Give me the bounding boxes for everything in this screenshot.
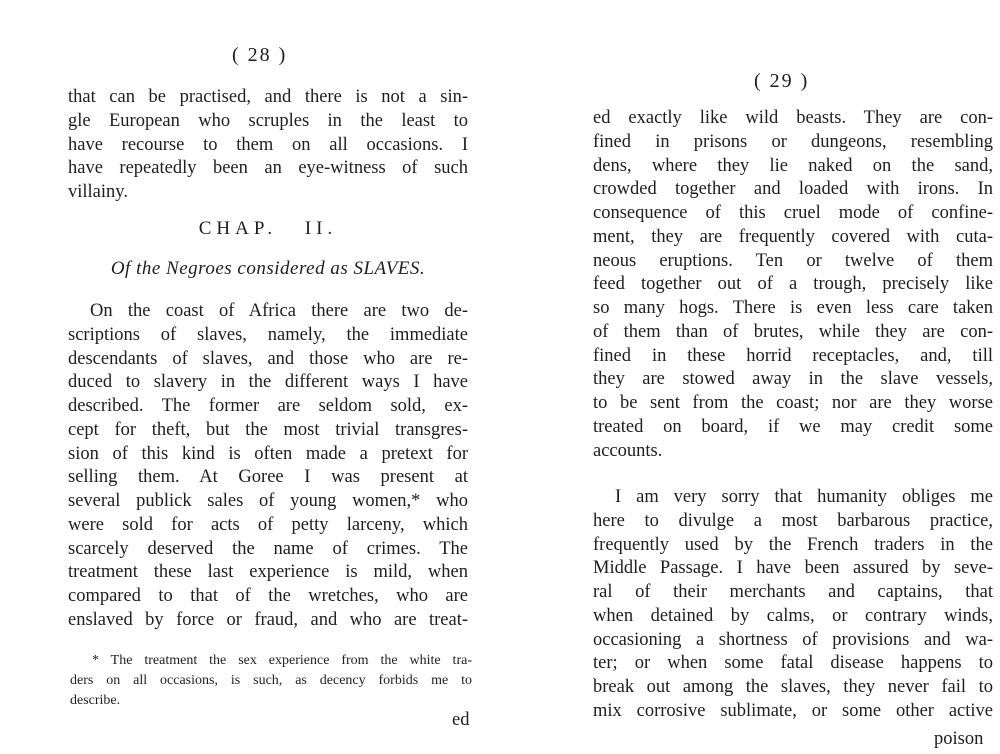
- footnote-line: describe.: [70, 693, 121, 708]
- text-line: feed together out of a trough, precisely like: [593, 274, 993, 295]
- text-line: sion of this kind is often made a pretext for: [68, 443, 468, 464]
- text-line: cept for theft, but the most trivial transgres-: [68, 419, 468, 440]
- text-line: dens, where they lie naked on the sand,: [593, 155, 993, 176]
- text-line: have repeatedly been an eye-witness of such: [68, 158, 468, 179]
- text-line: I am very sorry that humanity obliges me: [615, 487, 993, 507]
- catchword: ed: [452, 710, 470, 730]
- footnote-line: * The treatment the sex experience from the white tra-: [92, 653, 472, 668]
- text-line: to be sent from the coast; nor are they worse: [593, 393, 993, 413]
- text-line: fined in prisons or dungeons, resembling: [593, 131, 993, 152]
- text-line: described. The former are seldom sold, ex-: [68, 396, 468, 416]
- text-line: mix corrosive sublimate, or some other active: [593, 700, 993, 721]
- text-line: occasioning a shortness of provisions and wa-: [593, 629, 993, 650]
- text-line: crowded together and loaded with irons. In: [593, 179, 993, 200]
- text-line: when detained by calms, or contrary winds,: [593, 605, 993, 626]
- text-line: treated on board, if we may credit some: [593, 416, 993, 437]
- text-line: treatment these last experience is mild, when: [68, 562, 468, 583]
- chapter-subtitle: Of the Negroes considered as SLAVES.: [110, 258, 426, 279]
- text-line: Middle Passage. I have been assured by seve-: [593, 558, 993, 579]
- text-line: ter; or when some fatal disease happens to: [593, 653, 993, 674]
- text-line: frequently used by the French traders in the: [593, 534, 993, 555]
- text-line: scarcely deserved the name of crimes. The: [68, 538, 468, 559]
- footnote: [70, 651, 472, 711]
- text-line: ral of their merchants and captains, that: [593, 582, 993, 602]
- text-line: several publick sales of young women,* who: [68, 491, 468, 511]
- text-line: ed exactly like wild beasts. They are con-: [593, 108, 993, 128]
- text-line: consequence of this cruel mode of confine-: [593, 203, 993, 223]
- page-number: ( 29 ): [754, 70, 810, 92]
- text-line: enslaved by force or fraud, and who are treat-: [68, 609, 468, 630]
- body-paragraph: [593, 486, 993, 724]
- catchword: poison: [934, 729, 984, 749]
- page-number: ( 28 ): [232, 44, 288, 66]
- text-line: descendants of slaves, and those who are re-: [68, 348, 468, 369]
- text-line: they are stowed away in the slave vessels,: [593, 369, 993, 390]
- text-line: of them than of brutes, while they are con-: [593, 321, 993, 342]
- opening-paragraph: [68, 86, 468, 205]
- body-paragraph: [68, 300, 468, 633]
- text-line: On the coast of Africa there are two de-: [90, 301, 468, 321]
- text-line: villainy.: [68, 182, 128, 202]
- text-line: gle European who scruples in the least to: [68, 110, 468, 131]
- text-line: scriptions of slaves, namely, the immediate: [68, 324, 468, 345]
- text-line: so many hogs. There is even less care taken: [593, 298, 993, 318]
- text-line: accounts.: [593, 440, 663, 461]
- text-line: compared to that of the wretches, who are: [68, 586, 468, 606]
- text-line: break out among the slaves, they never fail to: [593, 677, 993, 697]
- text-line: neous eruptions. Ten or twelve of them: [593, 250, 993, 271]
- text-line: were sold for acts of petty larceny, which: [68, 514, 468, 535]
- text-line: ment, they are frequently covered with cuta-: [593, 226, 993, 247]
- text-line: selling them. At Goree I was present at: [68, 467, 468, 488]
- text-line: here to divulge a most barbarous practice,: [593, 510, 993, 531]
- text-line: duced to slavery in the different ways I have: [68, 372, 468, 393]
- body-paragraph: [593, 107, 993, 463]
- text-line: have recourse to them on all occasions. I: [68, 134, 468, 155]
- right-page: [500, 0, 1000, 754]
- footnote-line: ders on all occasions, is such, as decency forbids me to: [70, 673, 472, 688]
- chapter-heading: CHAP. II.: [198, 218, 338, 239]
- text-line: that can be practised, and there is not a sin-: [68, 87, 468, 107]
- text-line: fined in these horrid receptacles, and, till: [593, 345, 993, 366]
